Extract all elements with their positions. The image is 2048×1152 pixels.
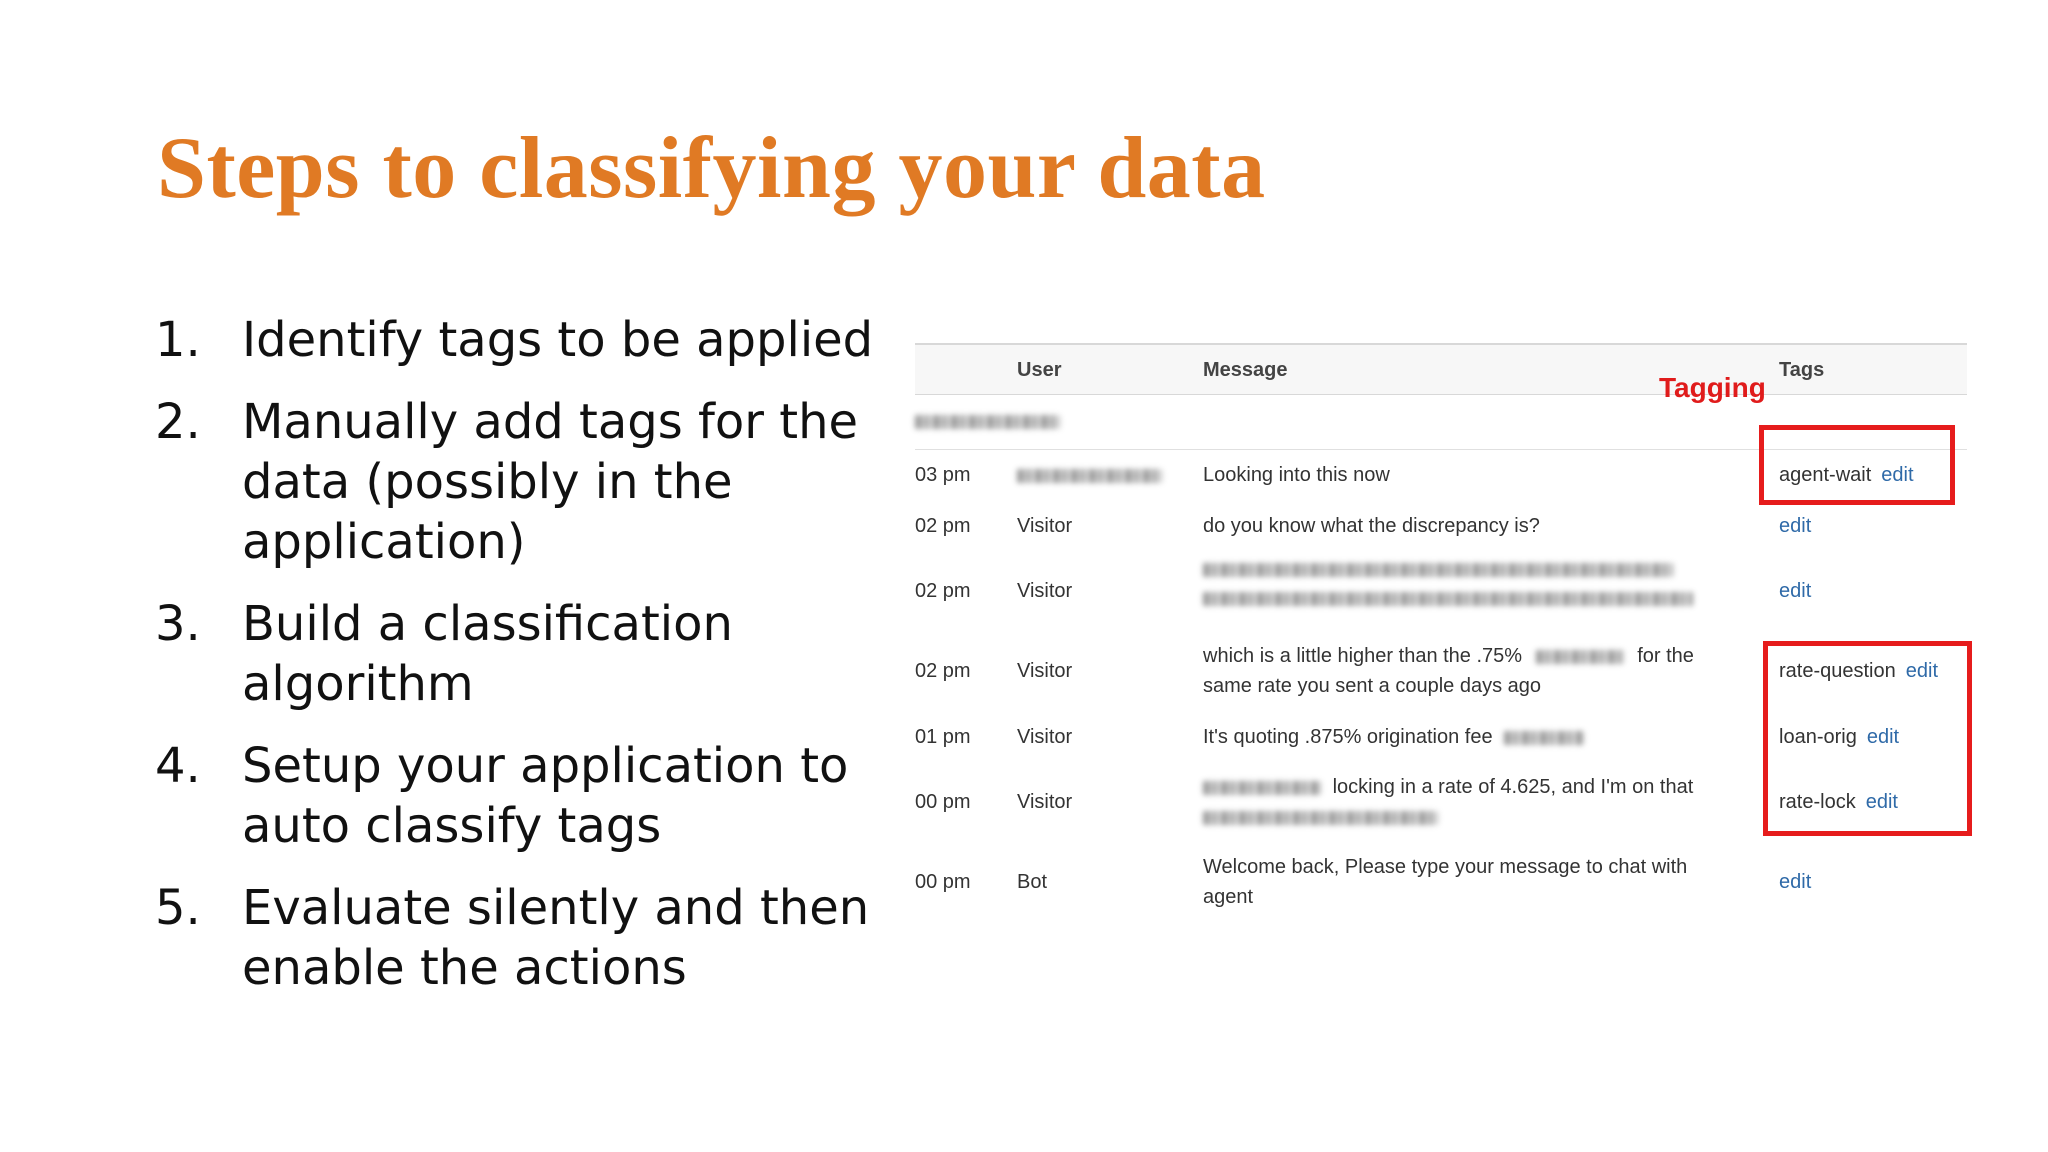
step-item — [155, 310, 875, 370]
redacted-text — [1203, 811, 1438, 825]
row-user: Visitor — [1017, 726, 1073, 748]
row-time: 00 pm — [915, 871, 971, 893]
step-number: 2. — [155, 394, 201, 450]
redacted-message — [1203, 563, 1673, 577]
row-user: Visitor — [1017, 515, 1073, 537]
row-time: 00 pm — [915, 791, 971, 813]
steps-list — [155, 310, 875, 1020]
header-tags: Tags — [1779, 359, 1825, 381]
edit-link[interactable]: edit — [1779, 871, 1812, 893]
tag-label: rate-lock — [1779, 791, 1856, 813]
row-time: 02 pm — [915, 660, 971, 682]
row-user: Visitor — [1017, 580, 1073, 602]
step-number: 4. — [155, 738, 201, 794]
step-text: Manually add tags for the data (possibly in the application) — [242, 394, 859, 570]
row-message — [1203, 772, 1743, 832]
row-tags — [1779, 867, 1811, 897]
row-time: 01 pm — [915, 726, 971, 748]
row-message — [1203, 641, 1743, 701]
redacted-text — [1504, 731, 1584, 745]
message-text: which is a little higher than the .75% — [1203, 645, 1523, 667]
row-user: Visitor — [1017, 660, 1073, 682]
row-user: Visitor — [1017, 791, 1073, 813]
slide-title: Steps to classifying your data — [157, 120, 1266, 217]
step-text: Setup your application to auto classify tags — [242, 738, 849, 854]
redacted-text — [1536, 650, 1624, 664]
row-time: 02 pm — [915, 580, 971, 602]
row-tags — [1779, 576, 1811, 606]
tag-label: loan-orig — [1779, 726, 1857, 748]
message-text: It's quoting .875% origination fee — [1203, 726, 1493, 748]
row-message — [1203, 852, 1743, 912]
edit-link[interactable]: edit — [1866, 726, 1900, 748]
step-item — [155, 878, 875, 998]
message-text: same rate you sent a couple days ago — [1203, 675, 1541, 697]
table-row — [915, 576, 1967, 616]
header-user: User — [1017, 359, 1062, 381]
edit-link[interactable]: edit — [1779, 515, 1812, 537]
step-text: Build a classification algorithm — [242, 596, 733, 712]
message-text: for the — [1637, 645, 1694, 667]
redacted-user — [1017, 469, 1162, 483]
highlight-box-rate-tags — [1763, 641, 1972, 836]
edit-link[interactable]: edit — [1905, 660, 1938, 682]
tagging-annotation: Tagging — [1659, 372, 1766, 403]
row-time: 02 pm — [915, 515, 971, 537]
redacted-message — [1203, 592, 1693, 606]
edit-link[interactable]: edit — [1779, 580, 1812, 602]
step-text: Identify tags to be applied — [242, 312, 874, 368]
row-user: Bot — [1017, 871, 1048, 893]
row-message: do you know what the discrepancy is? — [1203, 515, 1540, 537]
row-tags — [1779, 511, 1811, 541]
step-item — [155, 736, 875, 856]
message-text: agent — [1203, 886, 1254, 908]
chat-log-screenshot — [915, 343, 1967, 933]
step-number: 5. — [155, 880, 201, 936]
step-text: Evaluate silently and then enable the actions — [242, 880, 870, 996]
message-text: locking in a rate of 4.625, and I'm on that — [1332, 776, 1694, 798]
row-time: 03 pm — [915, 464, 971, 486]
tag-label: rate-question — [1779, 660, 1896, 682]
step-number: 1. — [155, 312, 201, 368]
tag-label: agent-wait — [1779, 464, 1872, 486]
step-number: 3. — [155, 596, 201, 652]
row-message: Looking into this now — [1203, 464, 1390, 486]
step-item — [155, 392, 875, 572]
highlight-box-agent-wait — [1759, 425, 1955, 505]
step-item — [155, 594, 875, 714]
table-row — [915, 856, 1967, 908]
row-message — [1203, 722, 1743, 752]
edit-link[interactable]: edit — [1865, 791, 1898, 813]
redacted-id — [915, 415, 1060, 429]
edit-link[interactable]: edit — [1881, 464, 1914, 486]
header-message: Message — [1203, 359, 1288, 381]
message-text: Welcome back, Please type your message to chat with — [1203, 856, 1688, 878]
redacted-text — [1203, 781, 1321, 795]
table-header — [915, 343, 1967, 395]
table-row — [915, 511, 1967, 551]
